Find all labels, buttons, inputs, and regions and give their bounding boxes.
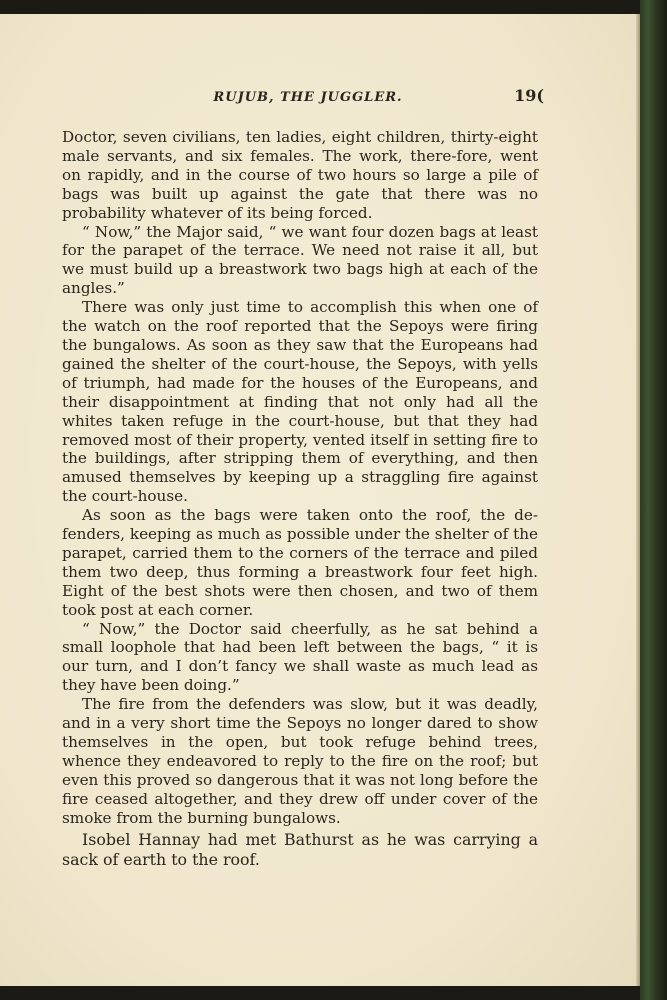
paragraph-6: The fire from the defenders was slow, but it was deadly, and in a very short time the Sepoys no longer dared to show themselves in the open, but took refuge behind trees, whence they endeavored to reply to the fire on the roof; but even this proved so dangerous that it was not long before the fire ceased altogether, and they drew off under cover of the smoke from the burning bungalows. [62, 695, 538, 827]
page-number: 19( [514, 86, 544, 105]
paragraph-4: As soon as the bags were taken onto the roof, the de-fenders, keeping as much as possible under the shelter of the parapet, carried them to the corners of the terrace and piled them two deep, thus forming a breastwork four feet high. Eight of the best shots were then chosen, and two of them took post at each corner. [62, 506, 538, 619]
body-text [62, 128, 538, 870]
book-spine [640, 0, 667, 1000]
paragraph-2: “ Now,” the Major said, “ we want four dozen bags at least for the parapet of the terrace. We need not raise it all, but we must build up a breastwork two bags high at each of the angles.” [62, 222, 538, 298]
running-head: RUJUB, THE JUGGLER. [213, 90, 403, 105]
paragraph-7: Isobel Hannay had met Bathurst as he was carrying a sack of earth to the roof. [62, 829, 538, 869]
paragraph-5: “ Now,” the Doctor said cheerfully, as he sat behind a small loophole that had been left between the bags, “ it is our turn, and I don’t fancy we shall waste as much lead as they have been doing.” [62, 619, 538, 695]
page-header [62, 78, 554, 108]
paragraph-3: There was only just time to accomplish this when one of the watch on the roof reported that the Sepoys were firing the bungalows. As soon as they saw that the Europeans had gained the shelter of the court-house, the Sepoys, with yells of triumph, had made for the houses of the Europeans, and their disappointment at finding that not only had all the whites taken refuge in the court-house, but that they had removed most of their property, vented itself in setting fire to the buildings, after stripping them of everything, and then amused themselves by keeping up a straggling fire against the court-house. [62, 298, 538, 506]
paragraph-1: Doctor, seven civilians, ten ladies, eight children, thirty-eight male servants, and six females. The work, there-fore, went on rapidly, and in the course of two hours so large a pile of bags was built up against the gate that there was no probability whatever of its being forced. [62, 128, 538, 222]
page-paper [0, 14, 640, 986]
